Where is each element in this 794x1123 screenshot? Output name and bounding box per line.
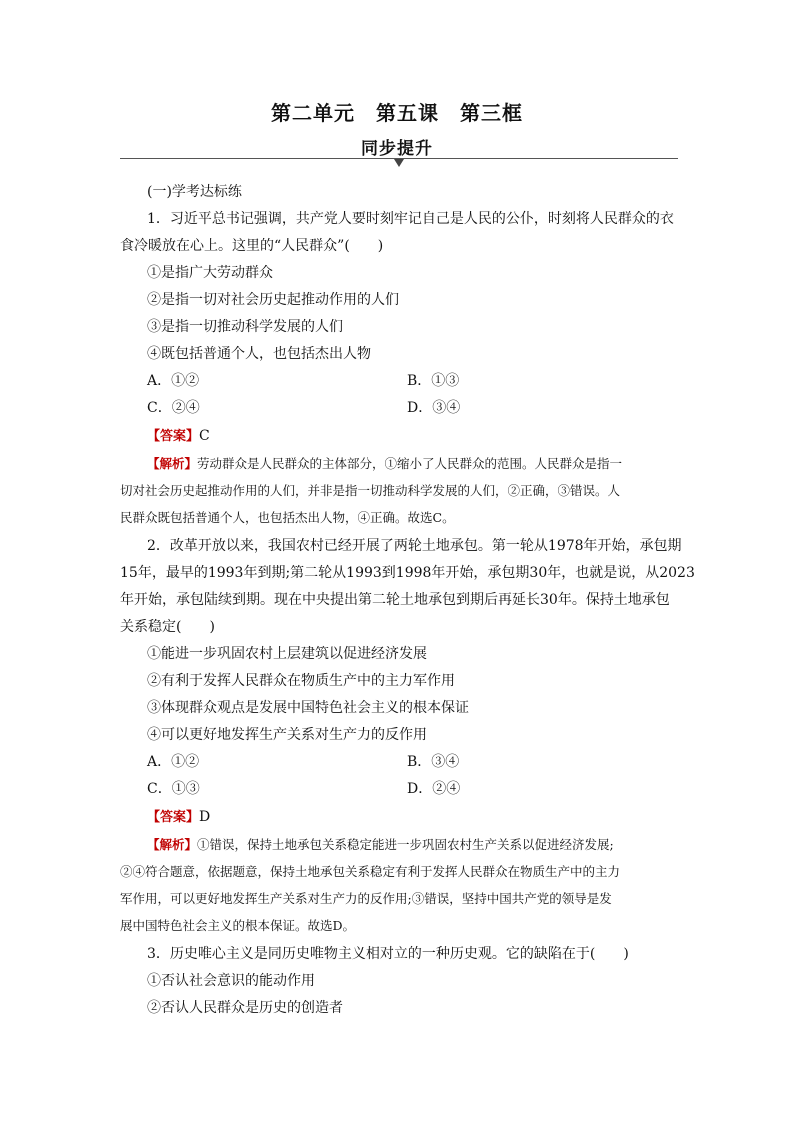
q2-stem-line: 关系稳定( ) [120, 619, 215, 635]
q2-item: ②有利于发挥人民群众在物质生产中的主力军作用 [147, 673, 455, 689]
q2-answer [147, 808, 210, 827]
q3-stem-line: 3．历史唯心主义是同历史唯物主义相对立的一种历史观。它的缺陷在于( ) [147, 946, 629, 962]
q2-analysis-line: 军作用，可以更好地发挥生产关系对生产力的反作用;③错误，坚持中国共产党的领导是发 [120, 891, 612, 906]
q2-option-d: D．②④ [407, 781, 461, 797]
q1-item: ④既包括普通个人，也包括杰出人物 [147, 346, 371, 362]
divider-triangle-icon [394, 159, 404, 167]
answer-tag: 【答案】 [147, 429, 200, 444]
answer-tag: 【答案】 [147, 810, 200, 825]
q1-answer [147, 427, 210, 446]
q3-item: ①否认社会意识的能动作用 [147, 973, 315, 989]
q2-option-c: C．①③ [147, 781, 200, 797]
answer-value: C [199, 428, 210, 444]
q1-analysis-line: 民群众既包括普通个人，也包括杰出人物，④正确。故选C。 [120, 510, 455, 525]
q1-analysis-line: 切对社会历史起推动作用的人们，并非是指一切推动科学发展的人们，②正确，③错误。人 [120, 483, 621, 498]
q1-stem-line: 食冷暖放在心上。这里的“人民群众”( ) [120, 238, 384, 254]
q1-item: ①是指广大劳动群众 [147, 265, 273, 281]
section-label: (一)学考达标练 [147, 184, 242, 200]
q2-item: ①能进一步巩固农村上层建筑以促进经济发展 [147, 646, 427, 662]
q1-option-a: A．①② [147, 373, 200, 389]
q1-item: ②是指一切对社会历史起推动作用的人们 [147, 292, 399, 308]
q2-option-a: A．①② [147, 754, 200, 770]
analysis-text: 劳动群众是人民群众的主体部分，①缩小了人民群众的范围。人民群众是指一 [197, 456, 623, 471]
analysis-tag: 【解析】 [147, 456, 198, 471]
q2-stem-line: 15年，最早的1993年到期;第二轮从1993到1998年开始，承包期30年，也就是说，从2023 [120, 565, 695, 581]
q2-option-b: B．③④ [407, 754, 460, 770]
analysis-text: ①错误，保持土地承包关系稳定能进一步巩固农村生产关系以促进经济发展; [197, 837, 614, 852]
q1-option-b: B．①③ [407, 373, 460, 389]
q2-analysis-line [147, 836, 614, 854]
page-title: 第二单元 第五课 第三框 [271, 101, 523, 125]
analysis-tag: 【解析】 [147, 837, 198, 852]
q2-item: ③体现群众观点是发展中国特色社会主义的根本保证 [147, 700, 469, 716]
q1-option-d: D．③④ [407, 400, 461, 416]
q2-item: ④可以更好地发挥生产关系对生产力的反作用 [147, 727, 427, 743]
q1-item: ③是指一切推动科学发展的人们 [147, 319, 343, 335]
q3-item: ②否认人民群众是历史的创造者 [147, 1000, 343, 1016]
q1-option-c: C．②④ [147, 400, 200, 416]
answer-value: D [199, 809, 211, 825]
q1-stem-line: 1．习近平总书记强调，共产党人要时刻牢记自己是人民的公仆，时刻将人民群众的衣 [147, 211, 674, 227]
q2-analysis-line: ②④符合题意，依据题意，保持土地承包关系稳定有利于发挥人民群众在物质生产中的主力 [120, 864, 621, 879]
page-subtitle: 同步提升 [361, 139, 433, 159]
q2-analysis-line: 展中国特色社会主义的根本保证。故选D。 [120, 918, 356, 933]
q2-stem-line: 年开始，承包陆续到期。现在中央提出第二轮土地承包到期后再延长30年。保持土地承包 [120, 592, 670, 608]
q1-analysis-line [147, 455, 622, 473]
q2-stem-line: 2．改革开放以来，我国农村已经开展了两轮土地承包。第一轮从1978年开始，承包期 [147, 538, 682, 554]
